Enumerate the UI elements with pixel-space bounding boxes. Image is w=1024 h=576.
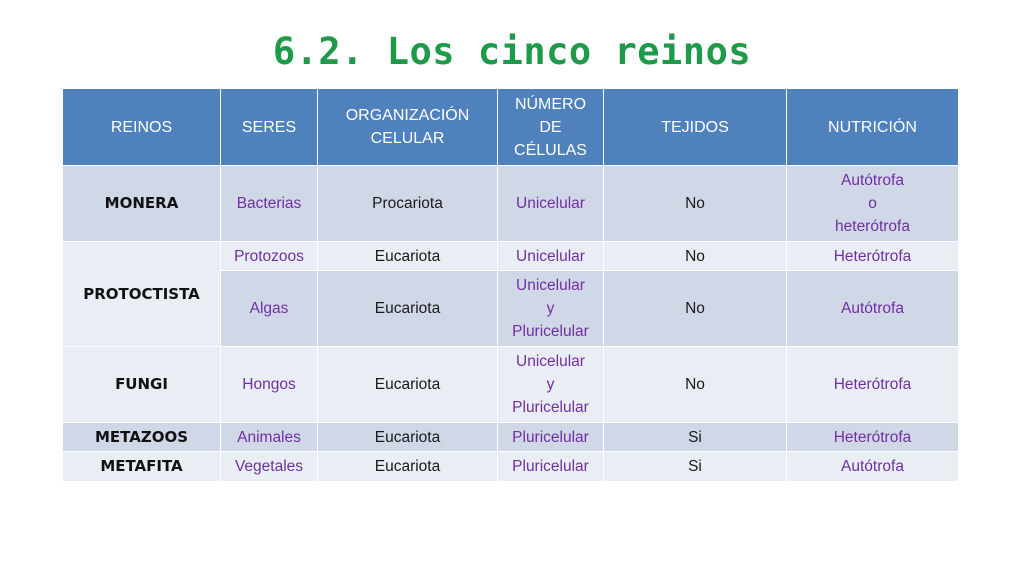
page-title: 6.2. Los cinco reinos	[272, 30, 752, 73]
seres-cell: Protozoos	[221, 242, 318, 271]
seres-cell: Animales	[221, 423, 318, 452]
seres-cell: Bacterias	[221, 166, 318, 242]
header-numero-line3: CÉLULAS	[514, 141, 587, 159]
tejidos-cell: No	[604, 242, 787, 271]
numero-line2: y	[546, 376, 555, 393]
nutricion-cell: Heterótrofa	[787, 242, 959, 271]
header-numero	[498, 89, 604, 166]
seres-cell: Hongos	[221, 347, 318, 423]
nutricion-line3: heterótrofa	[835, 218, 910, 235]
nutricion-cell: Autótrofa	[787, 452, 959, 482]
reino-cell: PROTOCTISTA	[63, 242, 221, 347]
header-tejidos: TEJIDOS	[604, 89, 787, 166]
nutricion-cell: Heterótrofa	[787, 347, 959, 423]
nutricion-cell: Autótrofa	[787, 271, 959, 347]
tejidos-cell: Si	[604, 423, 787, 452]
seres-cell: Algas	[221, 271, 318, 347]
header-organizacion-line1: ORGANIZACIÓN	[345, 107, 470, 124]
numero-cell: Pluricelular	[498, 423, 604, 452]
numero-line3: Pluricelular	[512, 399, 589, 416]
numero-line1: Unicelular	[516, 277, 585, 294]
table-row-metafita	[63, 452, 959, 482]
numero-cell: Unicelular	[498, 242, 604, 271]
numero-cell: Unicelular	[498, 166, 604, 242]
numero-cell: Pluricelular	[498, 452, 604, 482]
numero-cell	[498, 347, 604, 423]
organizacion-cell: Procariota	[318, 166, 498, 242]
nutricion-cell: Heterótrofa	[787, 423, 959, 452]
organizacion-cell: Eucariota	[318, 452, 498, 482]
header-numero-line1: NÚMERO	[514, 95, 587, 113]
reino-cell: FUNGI	[63, 347, 221, 423]
reino-cell: METAFITA	[63, 452, 221, 482]
reino-cell: METAZOOS	[63, 423, 221, 452]
seres-cell: Vegetales	[221, 452, 318, 482]
numero-cell	[498, 271, 604, 347]
header-nutricion: NUTRICIÓN	[787, 89, 959, 166]
header-organizacion-line2: CELULAR	[370, 130, 445, 147]
numero-line2: y	[546, 300, 555, 317]
table-row-protozoos	[63, 242, 959, 271]
nutricion-cell	[787, 166, 959, 242]
table-header-row	[63, 89, 959, 166]
header-numero-line2: DE	[539, 118, 562, 136]
table-row-metazoos	[63, 423, 959, 452]
nutricion-line2: o	[868, 195, 877, 212]
reino-cell: MONERA	[63, 166, 221, 242]
header-organizacion	[318, 89, 498, 166]
tejidos-cell: No	[604, 166, 787, 242]
kingdoms-table	[62, 88, 959, 482]
numero-line3: Pluricelular	[512, 323, 589, 340]
tejidos-cell: No	[604, 347, 787, 423]
table-row-fungi	[63, 347, 959, 423]
organizacion-cell: Eucariota	[318, 271, 498, 347]
organizacion-cell: Eucariota	[318, 242, 498, 271]
nutricion-line1: Autótrofa	[841, 172, 904, 189]
tejidos-cell: No	[604, 271, 787, 347]
header-seres: SERES	[221, 89, 318, 166]
numero-line1: Unicelular	[516, 353, 585, 370]
organizacion-cell: Eucariota	[318, 423, 498, 452]
table-row-monera	[63, 166, 959, 242]
header-reinos: REINOS	[63, 89, 221, 166]
organizacion-cell: Eucariota	[318, 347, 498, 423]
tejidos-cell: Si	[604, 452, 787, 482]
